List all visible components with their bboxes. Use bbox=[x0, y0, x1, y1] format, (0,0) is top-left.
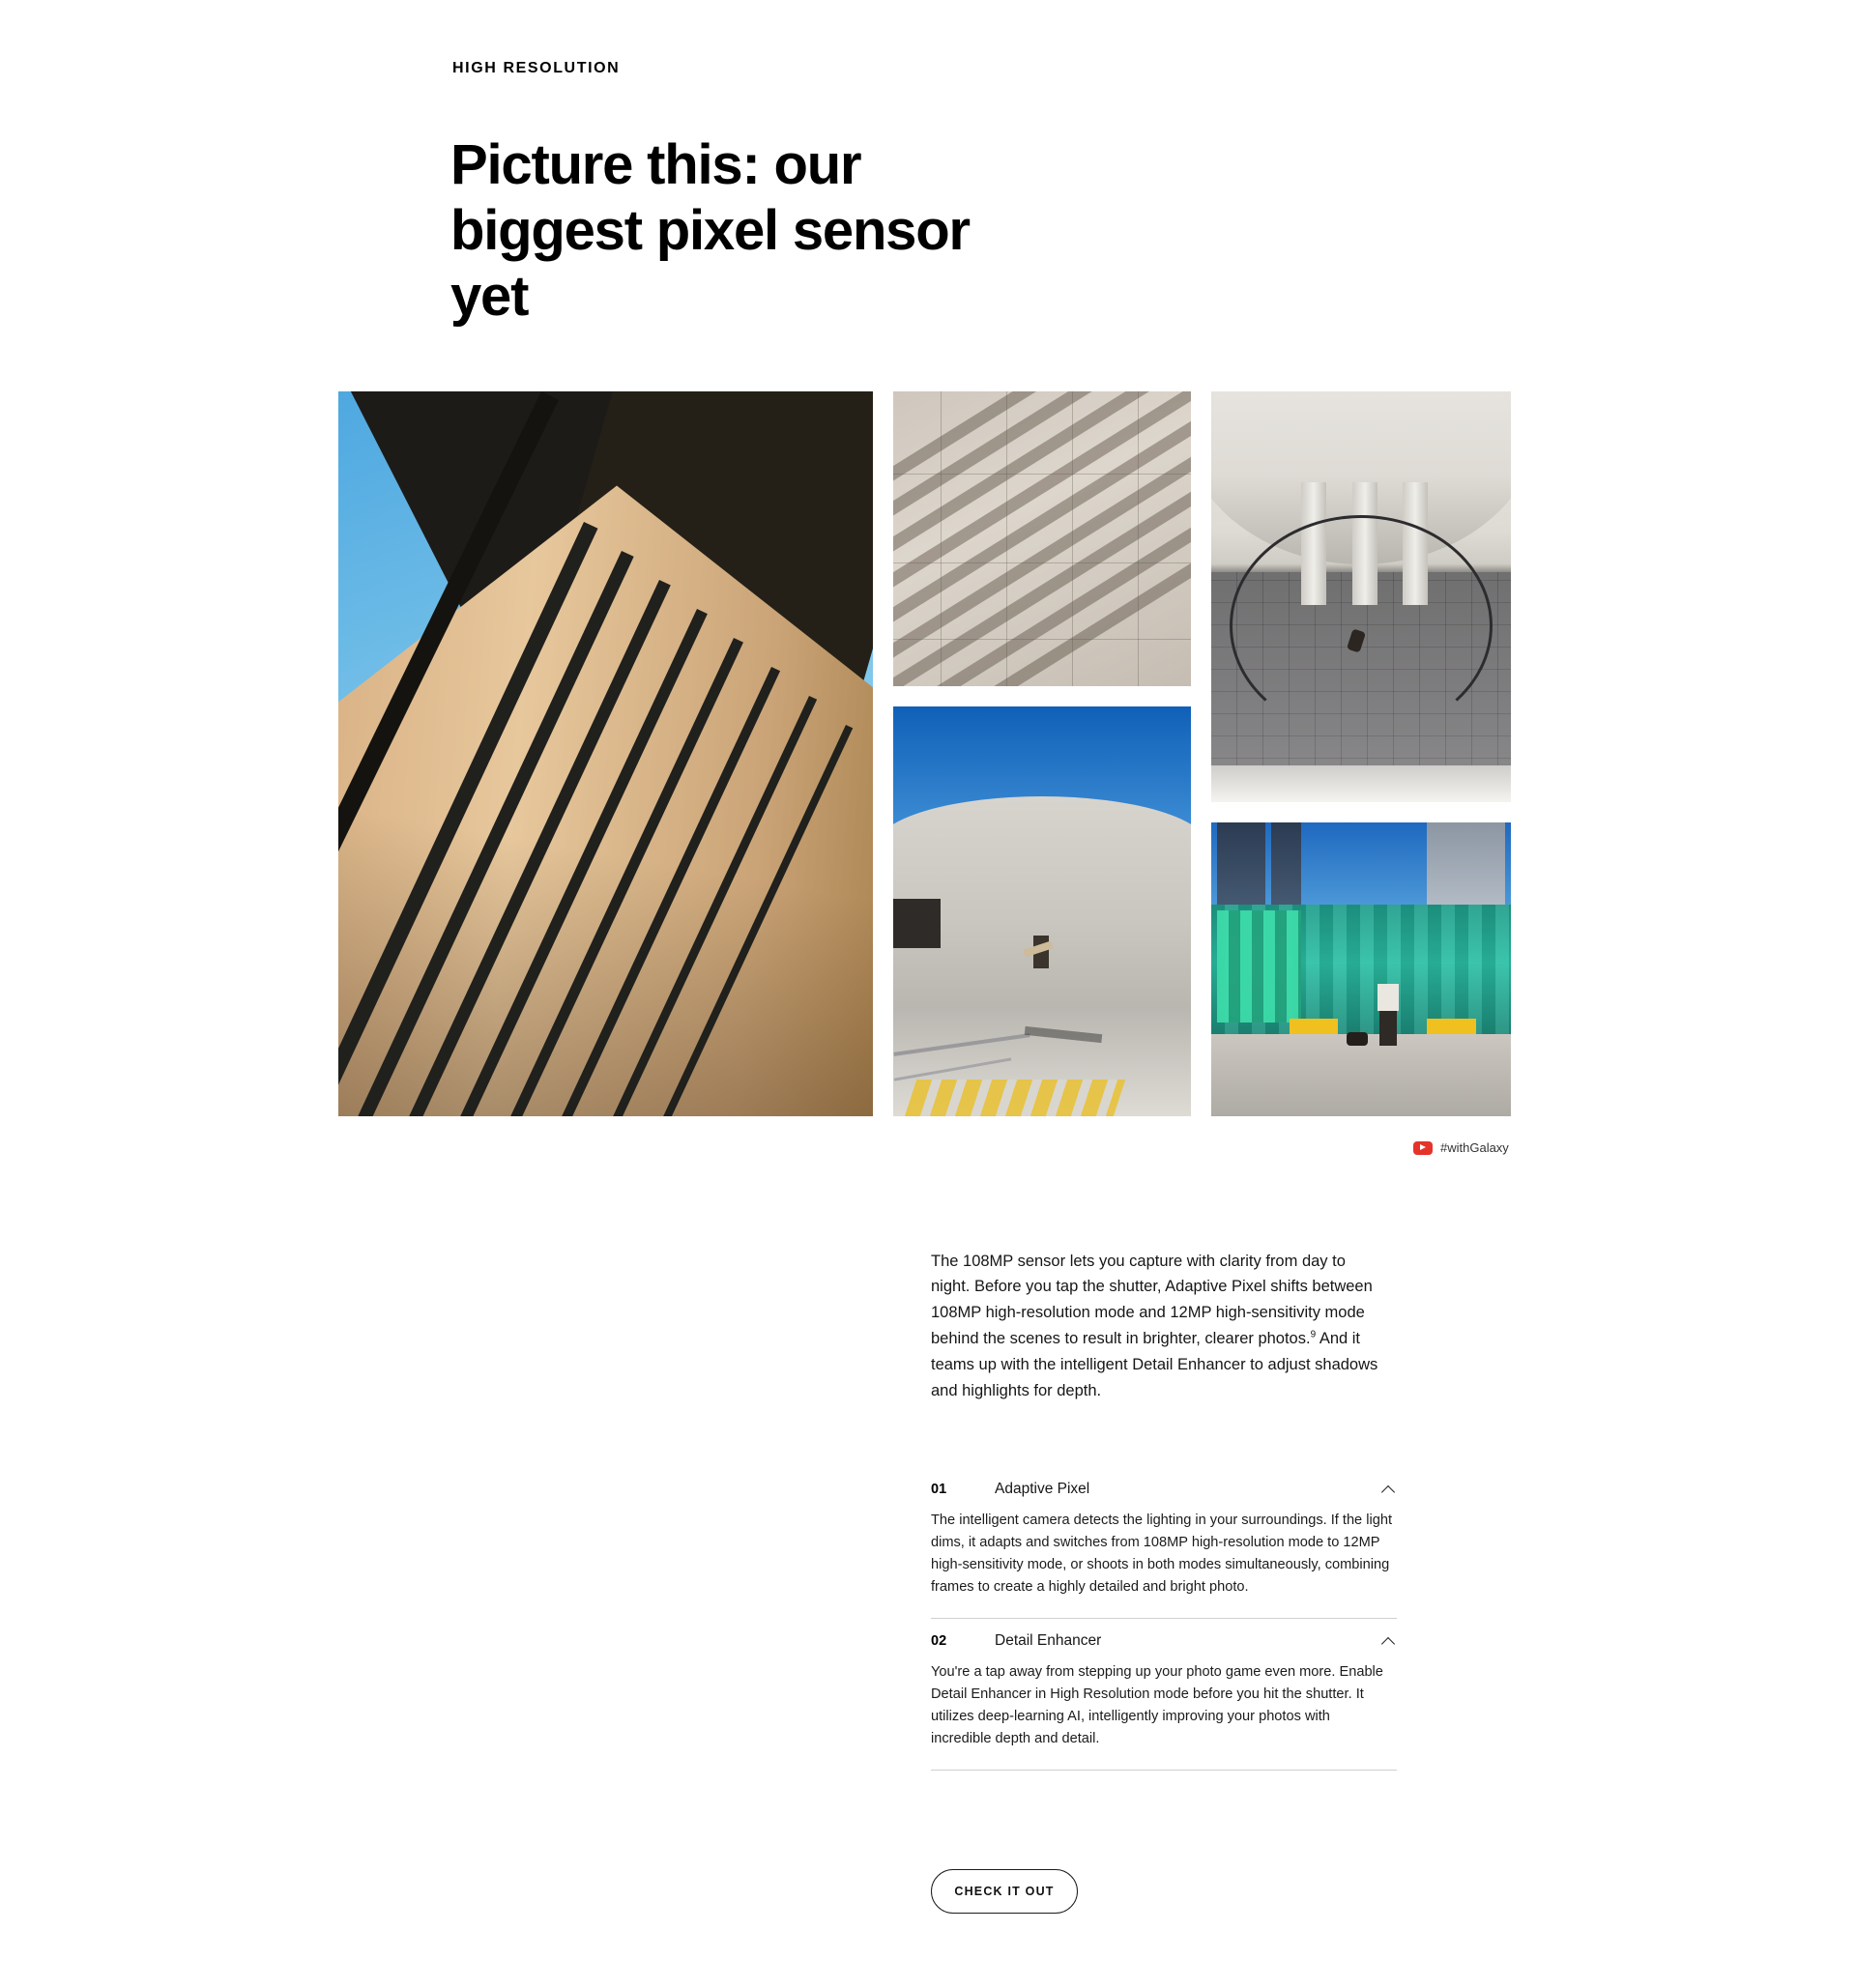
accordion-item-detail-enhancer bbox=[931, 1619, 1397, 1771]
body-paragraph-post: And it teams up with the intelligent Detail Enhancer to adjust shadows and highlights for depth. bbox=[931, 1330, 1378, 1399]
gallery-credit-label: #withGalaxy bbox=[1440, 1140, 1509, 1155]
gallery-column-middle bbox=[893, 391, 1191, 1116]
check-it-out-button[interactable]: CHECK IT OUT bbox=[931, 1869, 1078, 1914]
photo-chair bbox=[1313, 1019, 1338, 1034]
gallery-photo-curved-wall[interactable] bbox=[893, 706, 1191, 1116]
accordion-header-detail-enhancer[interactable] bbox=[931, 1619, 1397, 1661]
photo-gridline bbox=[1006, 391, 1007, 686]
photo-gallery bbox=[338, 391, 1513, 1116]
photo-dog bbox=[1347, 1032, 1368, 1046]
photo-person bbox=[1379, 986, 1397, 1046]
gallery-photo-green-container[interactable] bbox=[1211, 822, 1511, 1116]
photo-gridline bbox=[893, 474, 1191, 475]
gallery-photo-tiled-plaza[interactable] bbox=[893, 391, 1191, 686]
accordion-number: 02 bbox=[931, 1633, 947, 1650]
photo-tactile-path bbox=[905, 1080, 1125, 1116]
photo-gridline bbox=[893, 639, 1191, 640]
chevron-up-icon[interactable] bbox=[1381, 1482, 1397, 1497]
feature-accordion bbox=[931, 1467, 1397, 1771]
eyebrow-label: HIGH RESOLUTION bbox=[452, 60, 621, 76]
accordion-item-adaptive-pixel bbox=[931, 1467, 1397, 1619]
accordion-body: You're a tap away from stepping up your photo game even more. Enable Detail Enhancer in High Resolution mode before you hit the shutter. It utilizes deep-learning AI, intelligently improving your photos with incredible depth and detail. bbox=[931, 1664, 1383, 1747]
photo-cable bbox=[1230, 515, 1494, 737]
photo-gridline bbox=[1138, 391, 1139, 686]
youtube-icon bbox=[1413, 1141, 1433, 1155]
body-paragraph-pre: The 108MP sensor lets you capture with clarity from day to night. Before you tap the shutter, Adaptive Pixel shifts between 108MP high-resolution mode and 12MP high-sensitivity mode behind the scenes to result in brighter, clearer photos. bbox=[931, 1252, 1373, 1348]
gallery-photo-concrete-wall[interactable] bbox=[338, 391, 873, 1116]
accordion-title: Detail Enhancer bbox=[995, 1632, 1102, 1650]
photo-ground bbox=[1211, 1034, 1511, 1116]
accordion-number: 01 bbox=[931, 1482, 947, 1497]
gallery-column-right bbox=[1211, 391, 1511, 1116]
photo-person bbox=[1033, 936, 1049, 968]
accordion-body: The intelligent camera detects the lighting in your surroundings. If the light dims, it adapts and switches from 108MP high-resolution mode to 12MP high-sensitivity mode, or shoots in both modes simultaneously, combining frames to create a highly detailed and bright photo. bbox=[931, 1513, 1392, 1596]
photo-snow-bank bbox=[1211, 765, 1511, 802]
accordion-header-adaptive-pixel[interactable] bbox=[931, 1467, 1397, 1510]
gallery-column-left bbox=[338, 391, 873, 1116]
gallery-credit[interactable] bbox=[1413, 1140, 1509, 1155]
photo-gridline bbox=[941, 391, 942, 686]
photo-chair bbox=[1427, 1019, 1452, 1034]
accordion-title: Adaptive Pixel bbox=[995, 1481, 1090, 1497]
footnote-marker: 9 bbox=[1310, 1329, 1317, 1340]
page-title: Picture this: our biggest pixel sensor yet bbox=[450, 132, 970, 328]
photo-base bbox=[893, 391, 1191, 686]
photo-gridline bbox=[1072, 391, 1073, 686]
photo-dark-block bbox=[893, 899, 941, 948]
chevron-up-icon[interactable] bbox=[1381, 1633, 1397, 1649]
photo-pixel-pattern bbox=[1217, 910, 1301, 1023]
body-paragraph bbox=[931, 1249, 1387, 1404]
photo-chair bbox=[1290, 1019, 1315, 1034]
photo-gridline bbox=[893, 562, 1191, 563]
gallery-photo-garage[interactable] bbox=[1211, 391, 1511, 802]
photo-chair bbox=[1451, 1019, 1476, 1034]
